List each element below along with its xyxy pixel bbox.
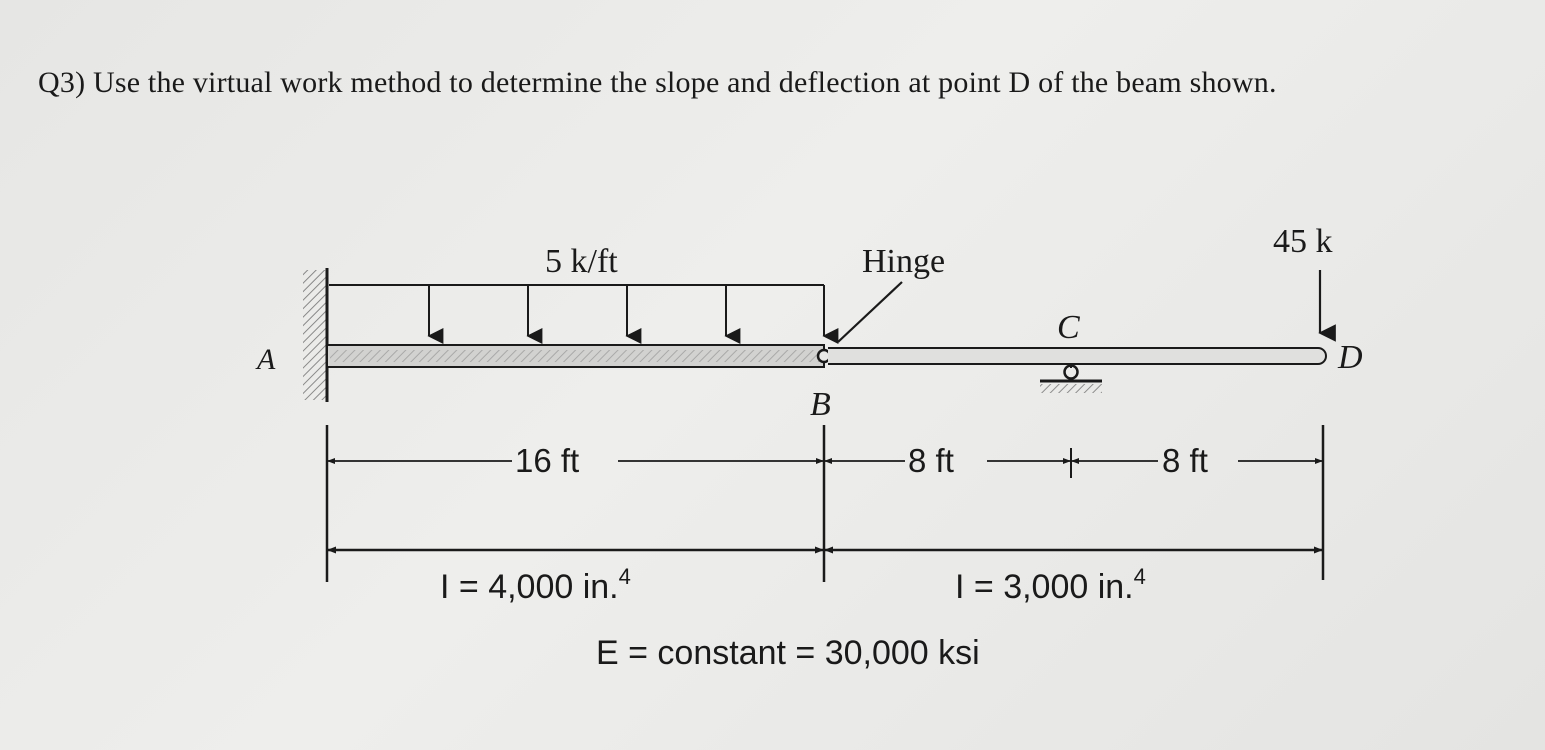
dim-ab: 16 ft xyxy=(515,442,580,479)
moment-of-inertia-bd xyxy=(955,564,1146,606)
svg-text:I = 3,000 in.4 xyxy=(955,564,1146,606)
fixed-support-a xyxy=(303,268,327,402)
label-hinge: Hinge xyxy=(862,243,946,280)
distributed-load xyxy=(329,285,824,336)
i-bd-text: I = 3,000 in. xyxy=(955,568,1134,606)
hinge-pointer xyxy=(838,282,902,342)
label-point-c: C xyxy=(1057,309,1080,346)
label-point-d: D xyxy=(1338,339,1363,376)
label-point-a: A xyxy=(257,343,276,376)
modulus-e: E = constant = 30,000 ksi xyxy=(596,634,980,672)
i-bd-exponent: 4 xyxy=(1133,564,1146,589)
label-point-load: 45 k xyxy=(1273,223,1333,260)
moment-of-inertia-ab xyxy=(440,564,631,606)
dim-bc: 8 ft xyxy=(908,442,954,479)
roller-support-c xyxy=(1040,364,1102,393)
label-point-b: B xyxy=(810,386,831,423)
i-ab-exponent: 4 xyxy=(618,564,631,589)
label-udl: 5 k/ft xyxy=(545,243,618,280)
beam-segment-bd xyxy=(828,348,1326,364)
beam-segment-ab xyxy=(327,345,824,367)
dim-cd: 8 ft xyxy=(1162,442,1208,479)
question-text: Q3) Use the virtual work method to determine the slope and deflection at point D of the beam shown. xyxy=(38,66,1277,99)
svg-text:I = 4,000 in.4 xyxy=(440,564,631,606)
i-ab-text: I = 4,000 in. xyxy=(440,568,619,606)
